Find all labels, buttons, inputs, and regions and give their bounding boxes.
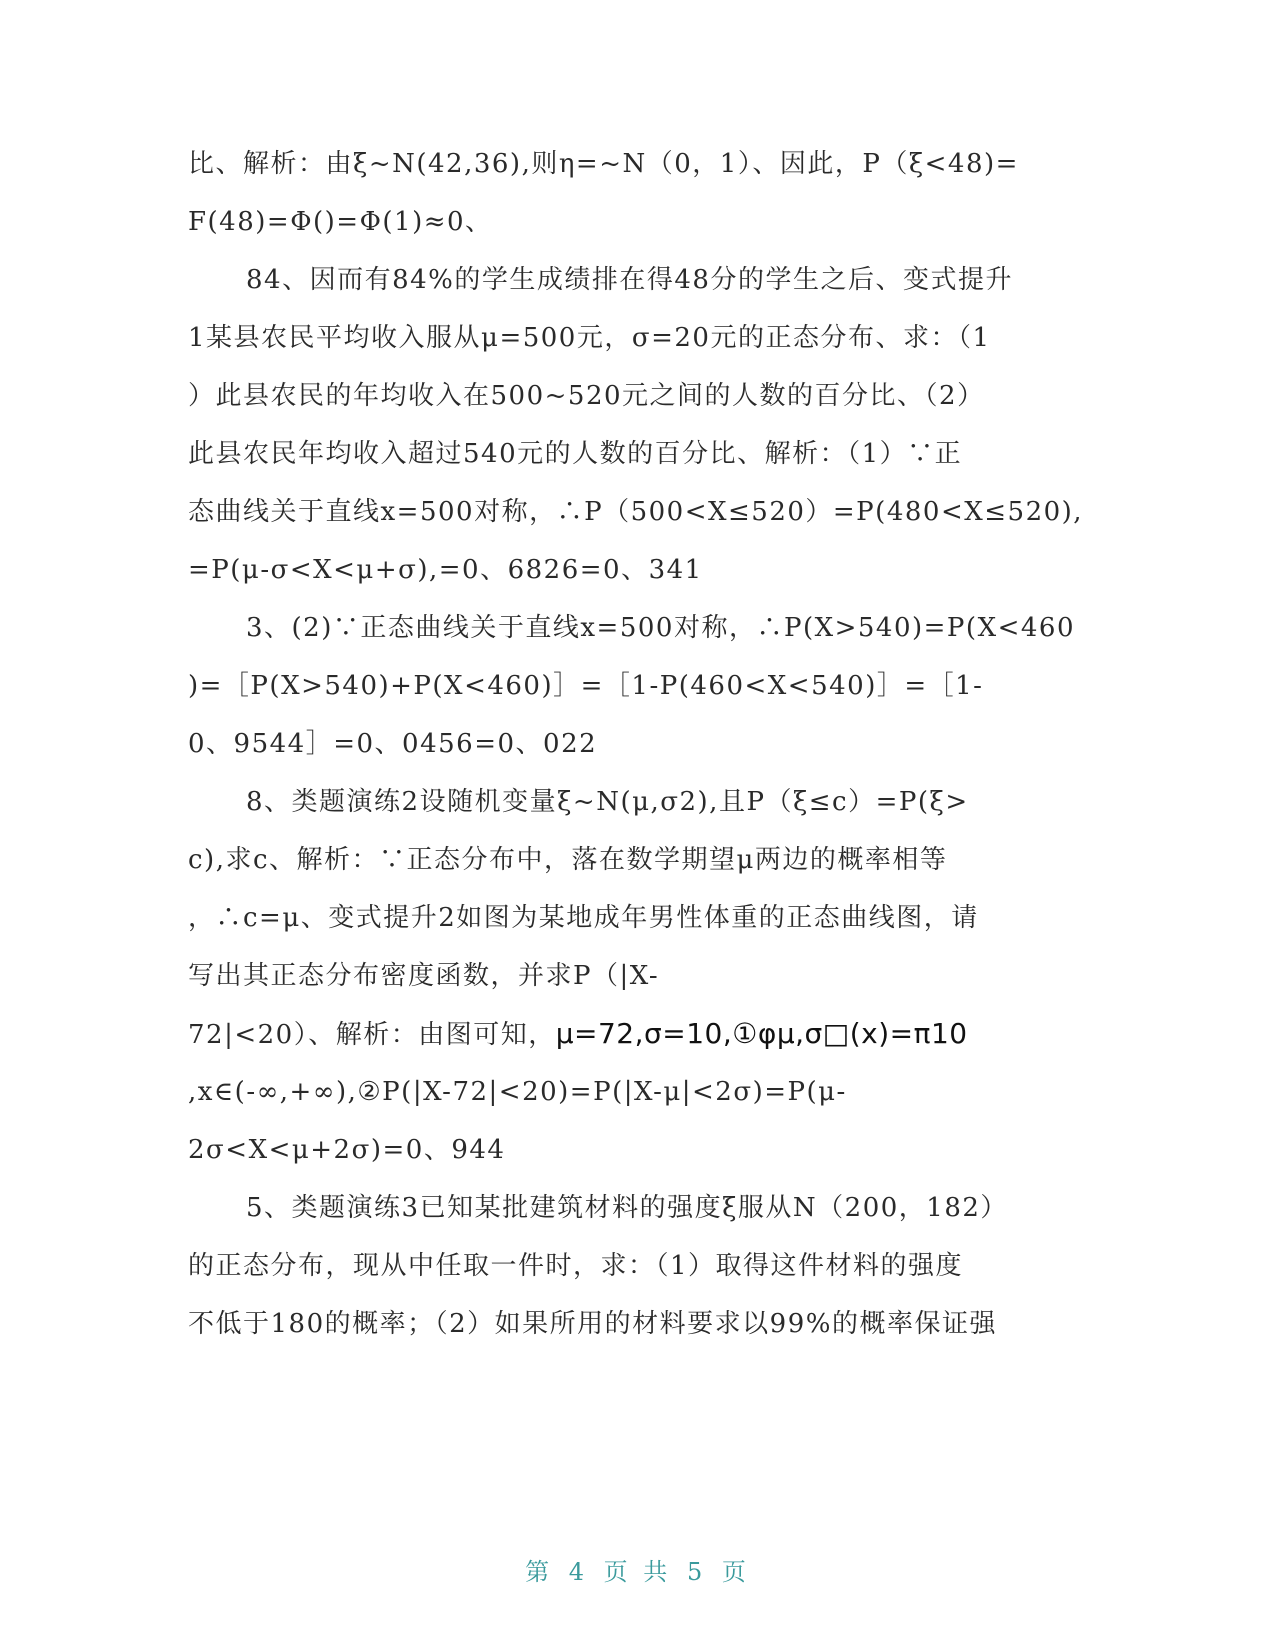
text-line-19: 5、类题演练3已知某批建筑材料的强度ξ服从N（200，182）	[246, 1193, 1008, 1223]
text-line-6: 此县农民年均收入超过540元的人数的百分比、解析：（1）∵正	[188, 439, 963, 469]
text-line-8: =P(μ-σ<X<μ+σ),=0、6826=0、341	[188, 555, 703, 585]
text-line-5: ）此县农民的年均收入在500~520元之间的人数的百分比、（2）	[188, 381, 985, 411]
text-line-1: 比、解析：由ξ~N(42,36),则η=~N（0，1）、因此，P（ξ<48)=	[188, 149, 1019, 179]
footer-prefix: 第	[525, 1558, 554, 1586]
text-line-18: 2σ<X<μ+2σ)=0、944	[188, 1135, 506, 1165]
text-line-16	[188, 1014, 1088, 1054]
text-line-11: 0、9544］=0、0456=0、022	[188, 729, 598, 759]
text-line-15: 写出其正态分布密度函数，并求P（|X-	[188, 961, 660, 991]
footer-total-pages: 5	[686, 1558, 707, 1586]
text-line-13: c),求c、解析：∵正态分布中，落在数学期望μ两边的概率相等	[188, 845, 948, 875]
text-line-17: ,x∈(-∞,+∞),②P(|X-72|<20)=P(|X-μ|<2σ)=P(μ-	[188, 1077, 847, 1107]
text-line-2: F(48)=Φ()=Φ(1)≈0、	[188, 207, 493, 237]
text-line-14: ，∴c=μ、变式提升2如图为某地成年男性体重的正态曲线图，请	[188, 903, 979, 933]
text-line-20: 的正态分布，现从中任取一件时，求：（1）取得这件材料的强度	[188, 1251, 964, 1281]
text-line-10: )=［P(X>540)+P(X<460)］=［1-P(460<X<540)］=［1-	[188, 671, 984, 701]
footer-page-number: 4	[568, 1558, 589, 1586]
footer-mid: 页 共	[603, 1558, 672, 1586]
footer-suffix: 页	[721, 1558, 750, 1586]
text-line-21: 不低于180的概率；（2）如果所用的材料要求以99%的概率保证强	[188, 1309, 997, 1339]
math-fragment: μ=72,σ=10,①φμ,σ□(x)=π10	[555, 1017, 968, 1050]
text-line-16-text: 72|<20）、解析：由图可知，	[188, 1020, 556, 1050]
text-line-4: 1某县农民平均收入服从μ=500元，σ=20元的正态分布、求：（1	[188, 323, 991, 353]
text-line-7: 态曲线关于直线x=500对称，∴P（500<X≤520）=P(480<X≤520),	[188, 497, 1084, 527]
text-line-9: 3、(2)∵正态曲线关于直线x=500对称，∴P(X>540)=P(X<460	[246, 613, 1075, 643]
page-footer	[0, 1552, 1275, 1587]
text-line-3: 84、因而有84%的学生成绩排在得48分的学生之后、变式提升	[246, 265, 1013, 295]
text-line-12: 8、类题演练2设随机变量ξ~N(μ,σ2),且P（ξ≤c）=P(ξ>	[246, 787, 969, 817]
